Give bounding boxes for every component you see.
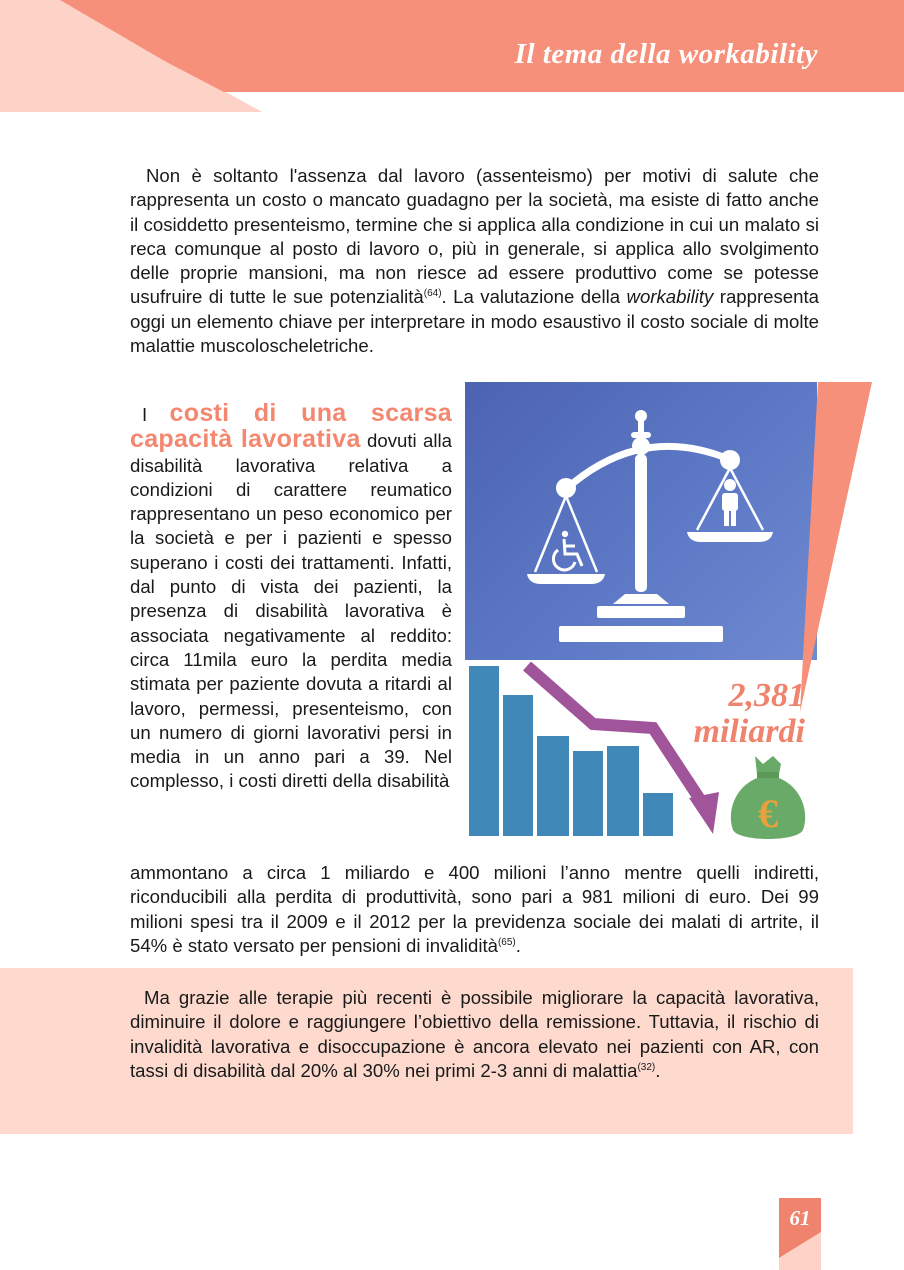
bar-5 [607, 746, 639, 836]
therapy-paragraph: Ma grazie alle terapie più recenti è possibile migliorare la capacità lavorativa, diminuire il dolore e raggiungere l’obiettivo della remissione. Tuttavia, il rischio di invalidità lavorativa e disoccupazione è ancora elevato nei pazienti con AR, con tassi di disabilità dal 20% al 30% nei primi 2-3 anni di malattia$^{(32)}$. [130, 987, 819, 1081]
bar-4 [573, 751, 603, 836]
cost-illustration [465, 382, 885, 852]
money-bag-icon [727, 752, 809, 844]
reference-64: (64) [423, 288, 442, 300]
page-number: 61 [789, 1206, 811, 1230]
amount-label: 2,381 miliardi [693, 677, 805, 750]
costs-paragraph: I costi di una scarsa capacità lavorativa dovuti alla disabilità lavorativa relativa a condizioni di carattere reumatico rappresentano un peso economico per la società e per i pazienti e spesso superano i costi dei trattamenti. Infatti, dal punto di vista dei pazienti, la presenza di disabilità lavorativa è associata negativamente al reddito: circa 11mila euro la perdita media stimata per paziente dovuta a ritardi al lavoro, permessi, presenteismo, con un numero di giorni lavorativi persi in media in un anno pari a 39. Nel complesso, i costi diretti della disabilità [130, 399, 452, 792]
balance-scale-icon [465, 382, 817, 660]
euro-symbol: € [758, 791, 778, 836]
workability-term: workability [626, 286, 714, 308]
reference-65: (65) [497, 936, 516, 948]
section-title: Il tema della workability [514, 38, 818, 70]
costs-paragraph-continued: ammontano a circa 1 miliardo e 400 milioni l’anno mentre quelli indiretti, riconducibili alla perdita di produttività, sono pari a 981 milioni di euro. Dei 99 milioni spesi tra il 2009 e il 2012 per la previdenza sociale dei malati di artrite, il 54% è stato versato per pensioni di invalidità$^{(65)}$. [130, 862, 819, 956]
wheelchair-icon [551, 530, 591, 576]
bar-6 [643, 793, 673, 836]
person-icon [715, 478, 745, 528]
intro-paragraph: Non è soltanto l'assenza dal lavoro (assenteismo) per motivi di salute che rappresenta un costo o mancato guadagno per la società, ma esiste di fatto anche il cosiddetto presenteismo, termine che si applica alla condizione in cui un malato si reca comunque al posto di lavoro o, più in generale, si applica allo svolgimento delle proprie mansioni, ma non riesce ad essere produttivo come se potesse usufruire di tutte le sue potenzialità$^{(64)}$. La valutazione della workability rappresenta oggi un elemento chiave per interpretare in modo esaustivo il costo sociale di molte malattie muscoloscheletriche. [130, 165, 819, 357]
bar-3 [537, 736, 569, 836]
bar-2 [503, 695, 533, 836]
bar-1 [469, 666, 499, 836]
costs-highlight: costi di una scarsa capacità lavorativa [130, 399, 452, 454]
reference-32: (32) [637, 1061, 656, 1073]
